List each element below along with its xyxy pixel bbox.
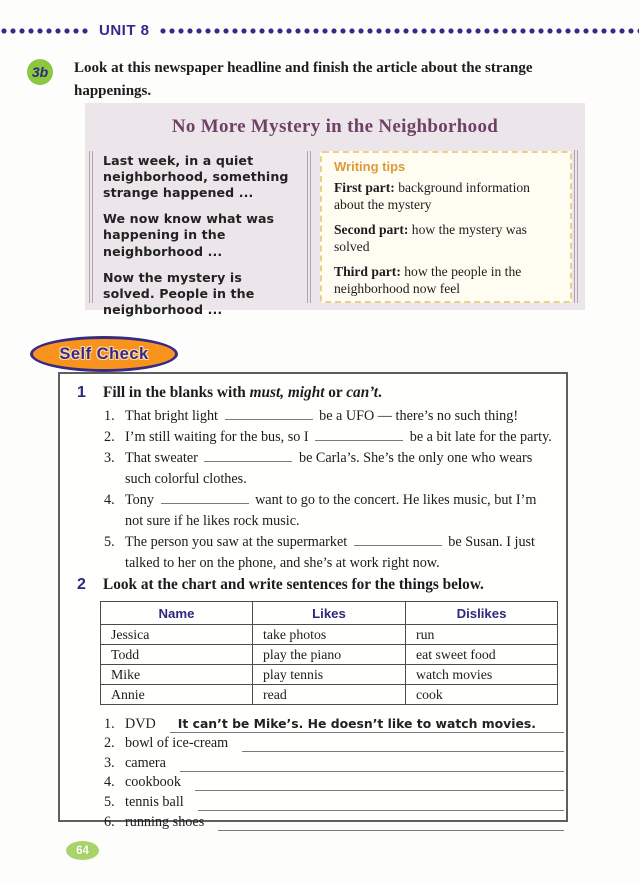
answer-line bbox=[198, 794, 564, 811]
item-sentence: The person you saw at the supermarket be Susan. I just talked to her on the phone, and she’s at work right now. bbox=[125, 534, 535, 571]
table-cell: play tennis bbox=[253, 665, 406, 685]
exercise2-items bbox=[104, 713, 564, 831]
exercise1-item bbox=[104, 406, 556, 427]
heading-italic: can’t bbox=[346, 384, 378, 401]
fill-blank bbox=[204, 449, 292, 462]
dotted-rule-right bbox=[160, 28, 639, 34]
writing-tip-label: Third part: bbox=[334, 263, 405, 279]
article-line: We now know what was happening in the neighborhood ... bbox=[103, 211, 275, 259]
answer-line bbox=[195, 774, 564, 791]
article-line: Last week, in a quiet neighborhood, something strange happened ... bbox=[103, 153, 289, 201]
article-line: Now the mystery is solved. People in the neighborhood ... bbox=[103, 269, 255, 317]
section-3b-instruction: Look at this newspaper headline and finish the article about the strange happenings. bbox=[74, 60, 533, 99]
item-label: camera bbox=[125, 754, 166, 771]
exercise1-number: 1 bbox=[77, 384, 86, 401]
heading-text: . bbox=[378, 384, 382, 401]
table-cell: eat sweet food bbox=[406, 645, 558, 665]
item-number: 2. bbox=[104, 429, 115, 445]
table-row bbox=[101, 645, 558, 665]
table-header-row bbox=[101, 602, 558, 625]
exercise2-title: Look at the chart and write sentences for the things below. bbox=[103, 576, 484, 593]
table-cell: Annie bbox=[101, 685, 253, 705]
item-number: 3. bbox=[104, 450, 115, 466]
answer-line bbox=[242, 735, 564, 752]
item-number: 1. bbox=[104, 715, 115, 732]
item-sentence: Tony want to go to the concert. He likes music, but I’m not sure if he likes rock music. bbox=[125, 492, 537, 529]
newspaper-body bbox=[85, 151, 585, 317]
writing-tips-title: Writing tips bbox=[334, 159, 406, 174]
article-column bbox=[89, 151, 311, 317]
item-label: tennis ball bbox=[125, 793, 184, 810]
fill-blank bbox=[225, 407, 313, 420]
table-body bbox=[101, 625, 558, 705]
exercise1-item bbox=[104, 427, 556, 448]
writing-tips-box bbox=[320, 151, 572, 303]
exercise2-item bbox=[104, 733, 564, 753]
dotted-rule-left bbox=[1, 28, 89, 34]
item-number: 1. bbox=[104, 408, 115, 424]
item-label: running shoes bbox=[125, 813, 205, 830]
exercise1-item bbox=[104, 532, 556, 574]
table-cell: Mike bbox=[101, 665, 253, 685]
table-cell: play the piano bbox=[253, 645, 406, 665]
newspaper-headline: No More Mystery in the Neighborhood bbox=[171, 116, 499, 137]
exercise1-items bbox=[104, 406, 556, 574]
exercise1-title bbox=[103, 384, 382, 402]
writing-tip-label: First part: bbox=[334, 180, 399, 195]
exercise1-heading bbox=[77, 384, 552, 402]
item-number: 3. bbox=[104, 754, 115, 771]
table-cell: watch movies bbox=[406, 665, 558, 685]
exercise2-heading bbox=[77, 576, 552, 594]
exercise2-item bbox=[104, 752, 564, 772]
table-row bbox=[101, 685, 558, 705]
item-sentence: I’m still waiting for the bus, so I be a bit late for the party. bbox=[125, 429, 552, 445]
self-check-box bbox=[58, 372, 568, 830]
self-check-label: Self Check bbox=[59, 344, 149, 363]
table-header-cell: Likes bbox=[253, 602, 406, 625]
table-head bbox=[101, 602, 558, 625]
page-header bbox=[0, 22, 640, 39]
newspaper-right-rule bbox=[574, 150, 578, 303]
item-number: 4. bbox=[104, 774, 115, 791]
item-label: bowl of ice-cream bbox=[125, 735, 229, 752]
table-cell: Jessica bbox=[101, 625, 253, 645]
table-cell: read bbox=[253, 685, 406, 705]
item-label: DVD bbox=[125, 715, 156, 732]
writing-tips-list bbox=[334, 179, 558, 297]
item-number: 5. bbox=[104, 534, 115, 550]
fill-blank bbox=[315, 428, 403, 441]
fill-blank bbox=[161, 491, 249, 504]
exercise2-item bbox=[104, 811, 564, 831]
answer-line bbox=[218, 814, 564, 831]
item-number: 5. bbox=[104, 793, 115, 810]
page-number-badge bbox=[66, 841, 99, 860]
table-row bbox=[101, 625, 558, 645]
exercise2-item bbox=[104, 791, 564, 811]
table-cell: Todd bbox=[101, 645, 253, 665]
item-number: 2. bbox=[104, 735, 115, 752]
answer-line bbox=[180, 755, 564, 772]
writing-tip: First part: background information about the mystery bbox=[334, 180, 530, 213]
exercise1-item bbox=[104, 448, 556, 490]
likes-dislikes-table bbox=[100, 601, 558, 705]
item-sentence: That bright light be a UFO — there’s no such thing! bbox=[125, 408, 519, 424]
table-cell: cook bbox=[406, 685, 558, 705]
exercise1-item bbox=[104, 490, 556, 532]
heading-text: or bbox=[324, 384, 347, 401]
newspaper-box bbox=[85, 103, 585, 317]
self-check-badge bbox=[30, 336, 178, 372]
table-cell: run bbox=[406, 625, 558, 645]
heading-italic: must, might bbox=[249, 384, 325, 401]
item-sentence: That sweater be Carla’s. She’s the only one who wears such colorful clothes. bbox=[125, 450, 533, 487]
table-header-cell: Dislikes bbox=[406, 602, 558, 625]
item-number: 4. bbox=[104, 492, 115, 508]
page-number: 64 bbox=[76, 844, 89, 857]
writing-tip: Third part: how the people in the neighborhood now feel bbox=[334, 263, 522, 296]
section-3b bbox=[27, 57, 617, 102]
exercise2-number: 2 bbox=[77, 576, 86, 593]
exercise2-item bbox=[104, 772, 564, 792]
writing-tip-label: Second part: bbox=[334, 221, 412, 237]
table-header-cell: Name bbox=[101, 602, 253, 625]
exercise2-item bbox=[104, 713, 564, 733]
fill-blank bbox=[354, 533, 442, 546]
writing-tip: Second part: how the mystery was solved bbox=[334, 221, 527, 255]
unit-label: UNIT 8 bbox=[99, 22, 150, 39]
handwritten-answer: It can’t be Mike’s. He doesn’t like to watch movies. bbox=[177, 715, 536, 731]
heading-text: Fill in the blanks with bbox=[103, 384, 250, 401]
item-number: 6. bbox=[104, 813, 115, 830]
answer-line bbox=[170, 716, 564, 733]
item-label: cookbook bbox=[125, 774, 181, 791]
table-cell: take photos bbox=[253, 625, 406, 645]
section-3b-badge: 3b bbox=[27, 59, 53, 85]
table-row bbox=[101, 665, 558, 685]
